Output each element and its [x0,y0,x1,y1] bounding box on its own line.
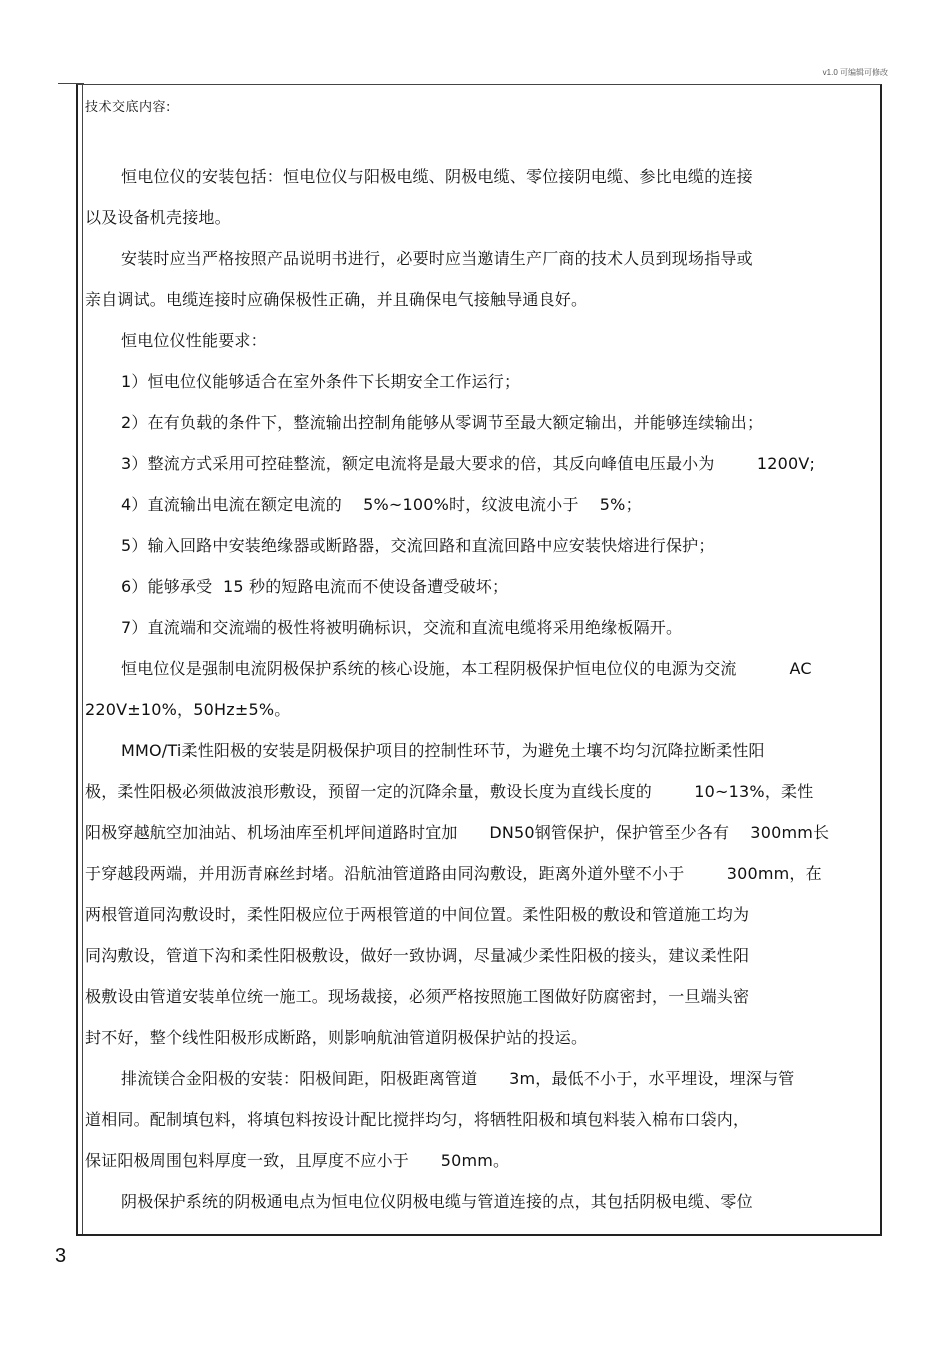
document-frame [76,84,882,1236]
text-line: 3）整流方式采用可控硅整流，额定电流将是最大要求的倍，其反向峰值电压最小为 1200V; [121,454,816,473]
text-line: 恒电位仪的安装包括：恒电位仪与阳极电缆、阴极电缆、零位接阴电缆、参比电缆的连接 [121,167,753,186]
text-line: 极，柔性阳极必须做波浪形敷设，预留一定的沉降余量，敷设长度为直线长度的 10~13%，柔性 [85,782,814,801]
text-line: 安装时应当严格按照产品说明书进行，必要时应当邀请生产厂商的技术人员到现场指导或 [121,249,753,268]
page-number: 3 [55,1245,67,1267]
text-line: 7）直流端和交流端的极性将被明确标识，交流和直流电缆将采用绝缘板隔开。 [121,618,683,637]
text-line: 封不好，整个线性阳极形成断路，则影响航油管道阴极保护站的投运。 [85,1028,588,1047]
text-line: 220V±10%，50Hz±5%。 [85,700,291,719]
frame-top-rule [58,83,84,84]
text-line: 排流镁合金阳极的安装：阳极间距，阳极距离管道 3m，最低不小于，水平埋设，埋深与管 [121,1069,795,1088]
text-line: 极敷设由管道安装单位统一施工。现场裁接，必须严格按照施工图做好防腐密封，一旦端头密 [85,987,750,1006]
text-line: MMO/Ti柔性阳极的安装是阴极保护项目的控制性环节，为避免土壤不均匀沉降拉断柔性阳 [121,741,765,760]
text-line: 6）能够承受 15 秒的短路电流而不使设备遭受破坏； [121,577,509,596]
text-line: 恒电位仪性能要求： [121,331,267,350]
text-line: 两根管道同沟敷设时，柔性阳极应位于两根管道的中间位置。柔性阳极的敷设和管道施工均为 [85,905,750,924]
text-line: 保证阳极周围包料厚度一致，且厚度不应小于 50mm。 [85,1151,510,1170]
text-line: 阳极穿越航空加油站、机场油库至机坪间道路时宜加 DN50钢管保护，保护管至少各有 300mm长 [85,823,830,842]
text-line: 阴极保护系统的阴极通电点为恒电位仪阴极电缆与管道连接的点，其包括阴极电缆、零位 [121,1192,753,1211]
text-line: 同沟敷设，管道下沟和柔性阳极敷设，做好一致协调，尽量减少柔性阳极的接头，建议柔性阳 [85,946,750,965]
text-line: 恒电位仪是强制电流阴极保护系统的核心设施，本工程阴极保护恒电位仪的电源为交流 AC [121,659,812,678]
text-line: 于穿越段两端，并用沥青麻丝封堵。沿航油管道路由同沟敷设，距离外道外壁不小于 300mm，在 [85,864,822,883]
text-line: 1）恒电位仪能够适合在室外条件下长期安全工作运行； [121,372,521,391]
text-line: 亲自调试。电缆连接时应确保极性正确，并且确保电气接触导通良好。 [85,290,588,309]
frame-inner-border [82,85,83,1234]
section-label: 技术交底内容: [85,100,171,115]
text-line: 4）直流输出电流在额定电流的 5%~100%时，纹波电流小于 5%； [121,495,642,514]
text-line: 以及设备机壳接地。 [85,208,231,227]
text-line: 2）在有负载的条件下，整流输出控制角能够从零调节至最大额定输出，并能够连续输出； [121,413,764,432]
document-body [85,156,877,1222]
text-line: 5）输入回路中安装绝缘器或断路器，交流回路和直流回路中应安装快熔进行保护； [121,536,715,555]
version-label: v1.0 可编辑可修改 [822,68,888,77]
text-line: 道相同。配制填包料，将填包料按设计配比搅拌均匀，将牺牲阳极和填包料装入棉布口袋内， [85,1110,750,1129]
